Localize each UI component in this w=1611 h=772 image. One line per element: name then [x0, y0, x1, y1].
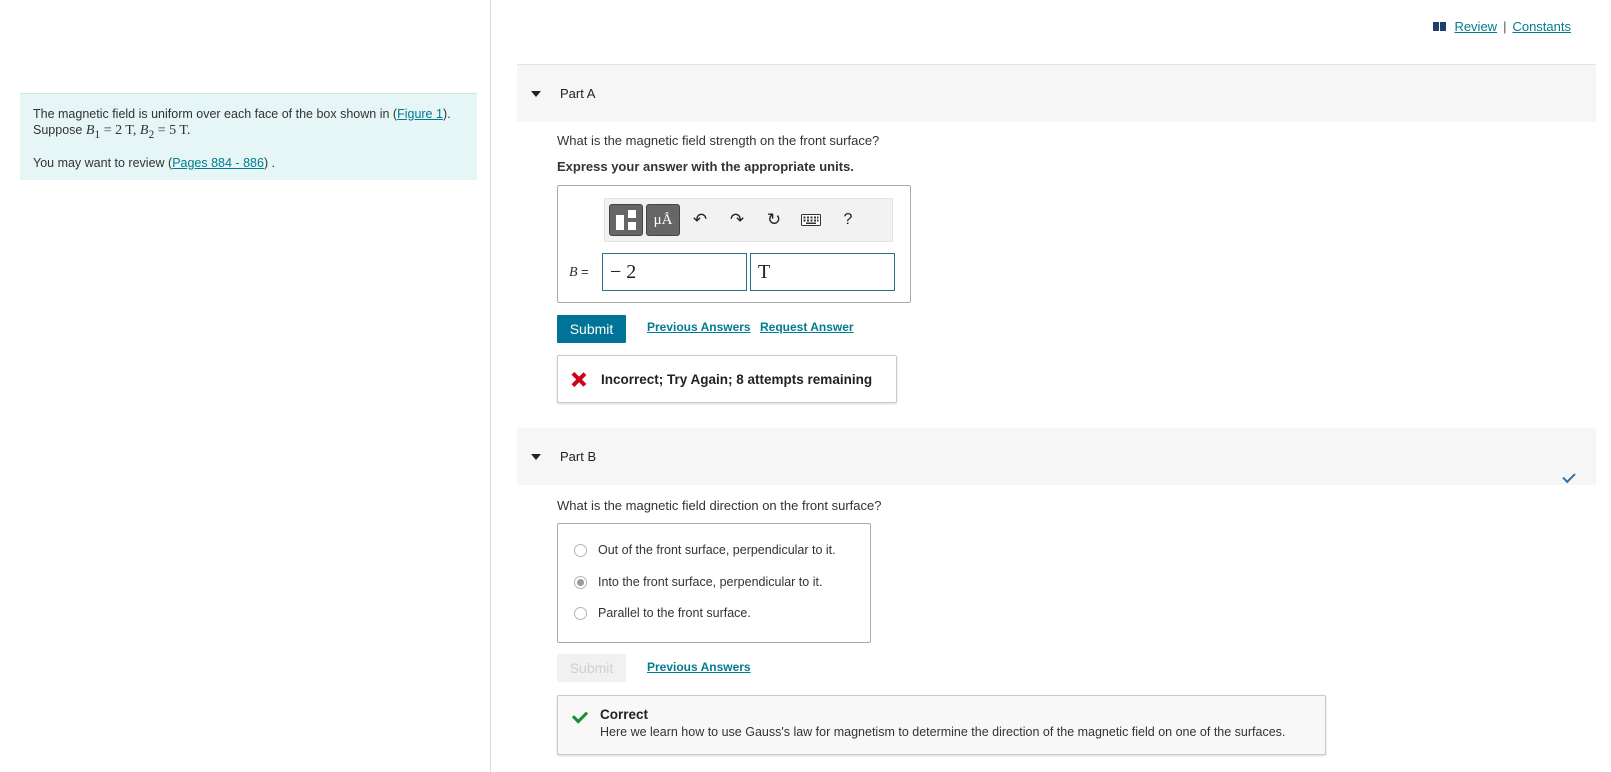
panel-divider — [490, 0, 491, 772]
variable-label — [569, 264, 589, 281]
request-answer-link[interactable]: Request Answer — [760, 320, 854, 334]
value-input[interactable]: − 2 — [602, 253, 747, 291]
part-a-previous-answers-link[interactable]: Previous Answers — [647, 320, 751, 334]
option-into[interactable] — [574, 575, 822, 589]
help-button[interactable]: ? — [843, 211, 853, 228]
constants-link[interactable]: Constants — [1512, 19, 1571, 34]
radio-button[interactable] — [574, 607, 587, 620]
templates-button[interactable] — [609, 204, 643, 236]
figure-link[interactable]: Figure 1 — [397, 107, 443, 121]
part-b-title: Part B — [560, 449, 597, 464]
radio-button[interactable] — [574, 544, 587, 557]
intro-text-part: The magnetic field is uniform over each face of the box shown in ( — [33, 107, 398, 121]
review-text-part: You may want to review ( — [33, 155, 173, 170]
radio-button-selected[interactable] — [574, 576, 587, 589]
book-icon — [1433, 22, 1446, 31]
part-a-instruction: Express your answer with the appropriate units. — [557, 159, 854, 174]
option-out[interactable] — [574, 543, 836, 557]
radio-options — [557, 523, 871, 643]
intro-text-part: ). Suppose — [33, 107, 451, 137]
option-label: Parallel to the front surface. — [598, 606, 751, 620]
templates-icon — [616, 210, 636, 230]
b1-number: = 2 T, — [100, 123, 140, 138]
b2-number: = 5 T. — [154, 123, 191, 138]
correct-feedback — [557, 695, 1326, 755]
keyboard-icon[interactable] — [794, 204, 828, 236]
reset-icon[interactable]: ↻ — [766, 210, 782, 229]
review-text-part: ) . — [263, 155, 276, 170]
redo-icon[interactable]: ↷ — [729, 210, 745, 229]
math-toolbar — [604, 198, 893, 242]
b2-symbol: B — [139, 123, 149, 138]
part-b-question: What is the magnetic field direction on the front surface? — [557, 498, 882, 513]
b2-subscript: 2 — [148, 127, 155, 141]
incorrect-feedback — [557, 355, 897, 403]
correct-check-icon — [572, 707, 588, 723]
part-a-question: What is the magnetic field strength on the front surface? — [557, 133, 880, 148]
review-link[interactable]: Review — [1454, 19, 1498, 34]
problem-intro — [20, 93, 477, 180]
variable-equals: = — [577, 264, 589, 279]
part-a-header[interactable] — [517, 65, 1596, 122]
correct-feedback-body: Here we learn how to use Gauss's law for magnetism to determine the direction of the magnetic field on one of the surfaces. — [600, 725, 1286, 739]
review-text — [33, 155, 464, 171]
link-separator: | — [1503, 19, 1507, 34]
b1-symbol: B — [85, 123, 95, 138]
part-b-submit-button: Submit — [557, 654, 626, 682]
pages-link[interactable]: Pages 884 - 886 — [172, 155, 264, 170]
units-label: μÅ — [653, 211, 673, 228]
variable-symbol: B — [569, 265, 578, 280]
part-b-header[interactable] — [517, 428, 1596, 485]
b2-value — [139, 123, 191, 141]
keyboard-glyph — [801, 214, 821, 226]
top-links — [1433, 19, 1571, 34]
b1-subscript: 1 — [94, 127, 101, 141]
collapse-caret-icon — [531, 91, 541, 97]
b1-value — [85, 123, 140, 141]
part-b-previous-answers-link[interactable]: Previous Answers — [647, 660, 751, 674]
option-parallel[interactable] — [574, 606, 751, 620]
correct-feedback-title: Correct — [600, 707, 649, 722]
part-a-title: Part A — [560, 86, 596, 101]
undo-icon[interactable]: ↶ — [692, 210, 708, 229]
part-a-submit-button[interactable]: Submit — [557, 315, 626, 343]
option-label: Into the front surface, perpendicular to it. — [598, 575, 823, 589]
option-label: Out of the front surface, perpendicular to it. — [598, 543, 836, 557]
answer-box — [557, 185, 911, 303]
unit-input[interactable]: T — [750, 253, 895, 291]
incorrect-x-icon — [572, 373, 585, 386]
collapse-caret-icon — [531, 454, 541, 460]
intro-text — [33, 106, 464, 143]
incorrect-feedback-text: Incorrect; Try Again; 8 attempts remaining — [601, 371, 873, 387]
units-button[interactable] — [646, 204, 680, 236]
